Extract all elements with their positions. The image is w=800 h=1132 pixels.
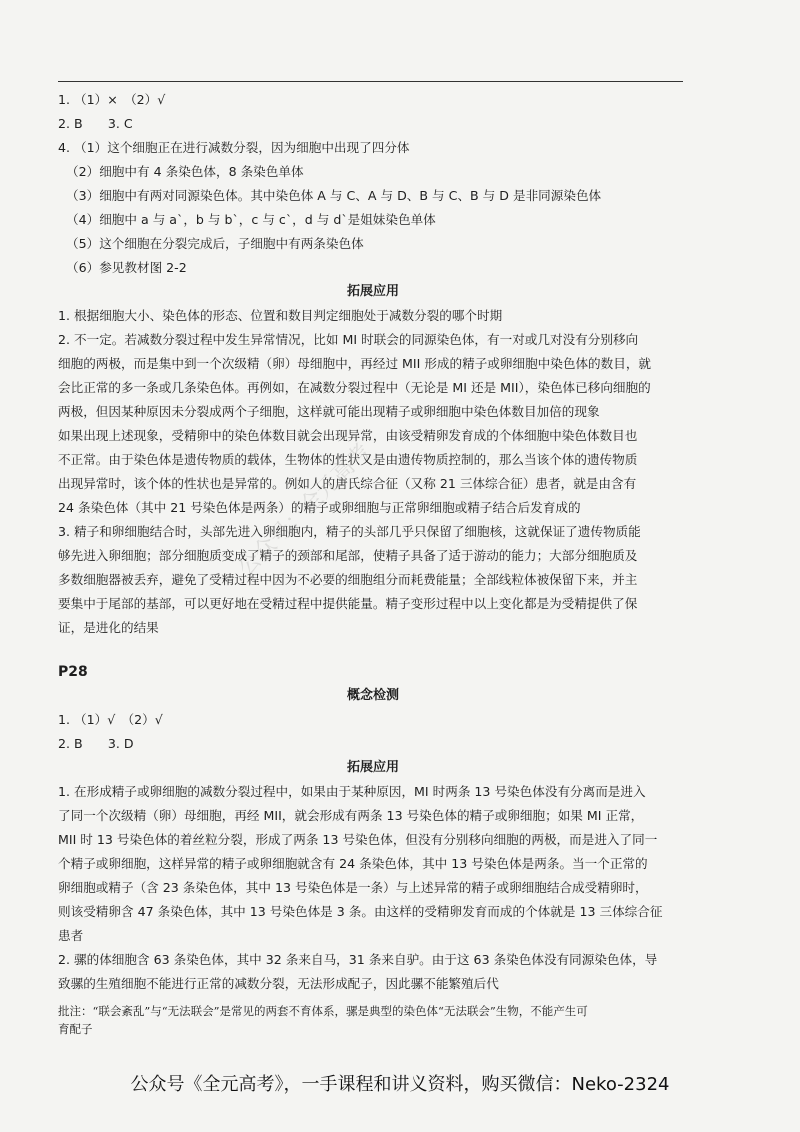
answer-line: 2. B 3. C bbox=[58, 116, 133, 131]
answer-content bbox=[58, 88, 688, 1038]
answer-line: 4. （1）这个细胞正在进行减数分裂，因为细胞中出现了四分体 bbox=[58, 140, 410, 155]
answer-line: （5）这个细胞在分裂完成后，子细胞中有两条染色体 bbox=[66, 236, 364, 251]
answer-line: 1. （1）× （2）√ bbox=[58, 92, 166, 107]
body-line: MII 时 13 号染色体的着丝粒分裂，形成了两条 13 号染色体，但没有分别移向细胞的两极，而是进入了同一 bbox=[58, 832, 658, 847]
body-line: 如果出现上述现象，受精卵中的染色体数目就会出现异常，由该受精卵发育成的个体细胞中染色体数目也 bbox=[58, 428, 638, 443]
body-line: 个精子或卵细胞，这样异常的精子或卵细胞就含有 24 条染色体，其中 13 号染色体是两条。当一个正常的 bbox=[58, 856, 648, 871]
body-line: 细胞的两极，而是集中到一个次级精（卵）母细胞中，再经过 MII 形成的精子或卵细胞中染色体的数目，就 bbox=[58, 356, 652, 371]
body-line: 1. 根据细胞大小、染色体的形态、位置和数目判定细胞处于减数分裂的哪个时期 bbox=[58, 308, 503, 323]
body-line: 1. 在形成精子或卵细胞的减数分裂过程中，如果由于某种原因，MI 时两条 13 号染色体没有分离而是进入 bbox=[58, 784, 646, 799]
answer-line: （2）细胞中有 4 条染色体，8 条染色单体 bbox=[66, 164, 304, 179]
watermark: 公众号：全元高考 bbox=[233, 439, 376, 582]
answer-line: 2. B 3. D bbox=[58, 736, 134, 751]
section-title-concept-check: 概念检测 bbox=[346, 688, 399, 703]
answer-line: （6）参见教材图 2-2 bbox=[66, 260, 187, 275]
body-line: 不正常。由于染色体是遗传物质的载体，生物体的性状又是由遗传物质控制的，那么当该个体的遗传物质 bbox=[58, 452, 638, 467]
section-title-expand-1: 拓展应用 bbox=[346, 284, 399, 299]
body-line: 要集中于尾部的基部，可以更好地在受精过程中提供能量。精子变形过程中以上变化都是为受精提供了保 bbox=[58, 596, 638, 611]
annotation-line: 育配子 bbox=[58, 1022, 93, 1036]
body-line: 患者 bbox=[58, 928, 84, 943]
header-rule bbox=[58, 81, 683, 82]
annotation-line: 批注：“联会紊乱”与“无法联会”是常见的两套不育体系，骡是典型的染色体“无法联会”生物，不能产生可 bbox=[58, 1004, 588, 1018]
body-line: 了同一个次级精（卵）母细胞，再经 MII，就会形成有两条 13 号染色体的精子或卵细胞；如果 MI 正常， bbox=[58, 808, 644, 823]
answer-line: （3）细胞中有两对同源染色体。其中染色体 A 与 C、A 与 D、B 与 C、B 与 D 是非同源染色体 bbox=[66, 188, 602, 203]
body-line: 2. 不一定。若减数分裂过程中发生异常情况，比如 MI 时联会的同源染色体，有一对或几对没有分别移向 bbox=[58, 332, 639, 347]
answer-line: 1. （1）√ （2）√ bbox=[58, 712, 163, 727]
footer-banner: 公众号《全元高考》，一手课程和讲义资料，购买微信：Neko-2324 bbox=[130, 1074, 670, 1095]
page-label: P28 bbox=[58, 664, 88, 680]
body-line: 24 条染色体（其中 21 号染色体是两条）的精子或卵细胞与正常卵细胞或精子结合后发育成的 bbox=[58, 500, 581, 515]
body-line: 证，是进化的结果 bbox=[58, 620, 159, 635]
body-line: 则该受精卵含 47 条染色体，其中 13 号染色体是 3 条。由这样的受精卵发育而成的个体就是 13 三体综合征 bbox=[58, 904, 663, 919]
section-title-expand-2: 拓展应用 bbox=[346, 760, 399, 775]
body-line: 2. 骡的体细胞含 63 条染色体，其中 32 条来自马，31 条来自驴。由于这 63 条染色体没有同源染色体，导 bbox=[58, 952, 658, 967]
body-line: 两极，但因某种原因未分裂成两个子细胞，这样就可能出现精子或卵细胞中染色体数目加倍的现象 bbox=[58, 404, 600, 419]
body-line: 卵细胞或精子（含 23 条染色体，其中 13 号染色体是一条）与上述异常的精子或卵细胞结合成受精卵时， bbox=[58, 880, 648, 895]
body-line: 出现异常时，该个体的性状也是异常的。例如人的唐氏综合征（又称 21 三体综合征）患者，就是由含有 bbox=[58, 476, 637, 491]
body-line: 会比正常的多一条或几条染色体。再例如，在减数分裂过程中（无论是 MI 还是 MII），染色体已移向细胞的 bbox=[58, 380, 651, 395]
answer-line: （4）细胞中 a 与 a`，b 与 b`，c 与 c`，d 与 d`是姐妹染色单体 bbox=[66, 212, 436, 227]
body-line: 多数细胞器被丢弃，避免了受精过程中因为不必要的细胞组分而耗费能量；全部线粒体被保留下来，并主 bbox=[58, 572, 638, 587]
body-line: 3. 精子和卵细胞结合时，头部先进入卵细胞内，精子的头部几乎只保留了细胞核，这就保证了遗传物质能 bbox=[58, 524, 641, 539]
body-line: 够先进入卵细胞；部分细胞质变成了精子的颈部和尾部，使精子具备了适于游动的能力；大部分细胞质及 bbox=[58, 548, 638, 563]
body-line: 致骡的生殖细胞不能进行正常的减数分裂，无法形成配子，因此骡不能繁殖后代 bbox=[58, 976, 499, 991]
